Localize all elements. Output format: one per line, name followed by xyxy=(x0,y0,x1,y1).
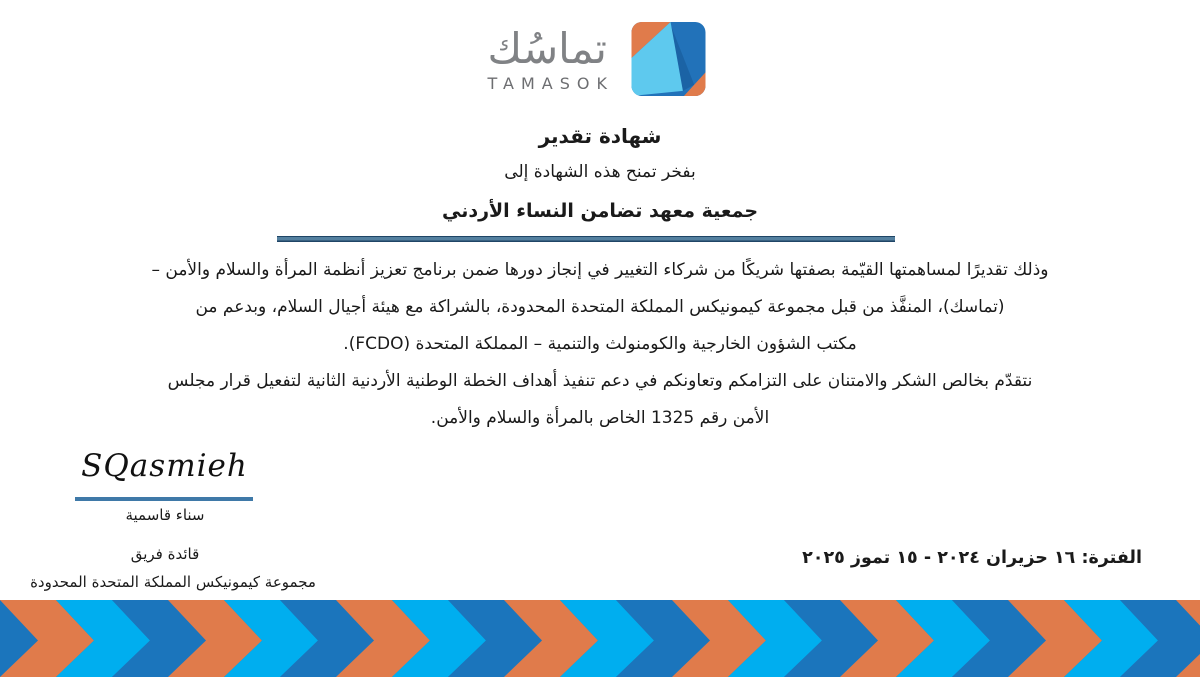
period-text: الفترة: ١٦ حزيران ٢٠٢٤ - ١٥ تموز ٢٠٢٥ xyxy=(802,548,1142,568)
body-line: نتقدّم بخالص الشكر والامتنان على التزامكم وتعاونكم في دعم تنفيذ أهداف الخطة الوطنية الأردنية الثانية لتفعيل قرار مجلس xyxy=(167,371,1033,391)
logo-wordmark-arabic: تماسُك xyxy=(487,23,607,73)
certificate-title: شهادة تقدير xyxy=(538,124,662,148)
certificate-body xyxy=(28,252,1172,437)
signatory-role: قائدة فريق xyxy=(130,545,200,563)
logo-wordmark-latin: TAMASOK xyxy=(487,73,614,93)
signature-script: SQasmieh xyxy=(81,448,248,484)
signatory-organization: مجموعة كيمونيكس المملكة المتحدة المحدودة xyxy=(30,573,316,591)
tamasok-facet-icon xyxy=(632,22,706,96)
certificate-subtitle: بفخر تمنح هذه الشهادة إلى xyxy=(504,162,696,182)
body-line: وذلك تقديرًا لمساهمتها القيّمة بصفتها شريكًا من شركاء التغيير في إنجاز دورها ضمن برنامج تعزيز أنظمة المرأة والسلام والأمن – xyxy=(151,260,1049,280)
body-line: الأمن رقم 1325 الخاص بالمرأة والسلام والأمن. xyxy=(430,408,770,428)
tamasok-logo xyxy=(481,22,706,96)
signature-line xyxy=(75,497,253,501)
recipient-underline xyxy=(277,236,895,242)
body-line: (تماسك)، المنفَّذ من قبل مجموعة كيمونيكس المملكة المتحدة المحدودة، بالشراكة مع هيئة أجيال السلام، وبدعم من xyxy=(195,297,1005,317)
recipient-name: جمعية معهد تضامن النساء الأردني xyxy=(441,200,759,222)
body-line: مكتب الشؤون الخارجية والكومنولث والتنمية – المملكة المتحدة (FCDO). xyxy=(343,334,857,354)
logo-wordmark xyxy=(481,23,614,93)
signatory-name: سناء قاسمية xyxy=(125,506,205,524)
herringbone-band xyxy=(0,600,1200,677)
